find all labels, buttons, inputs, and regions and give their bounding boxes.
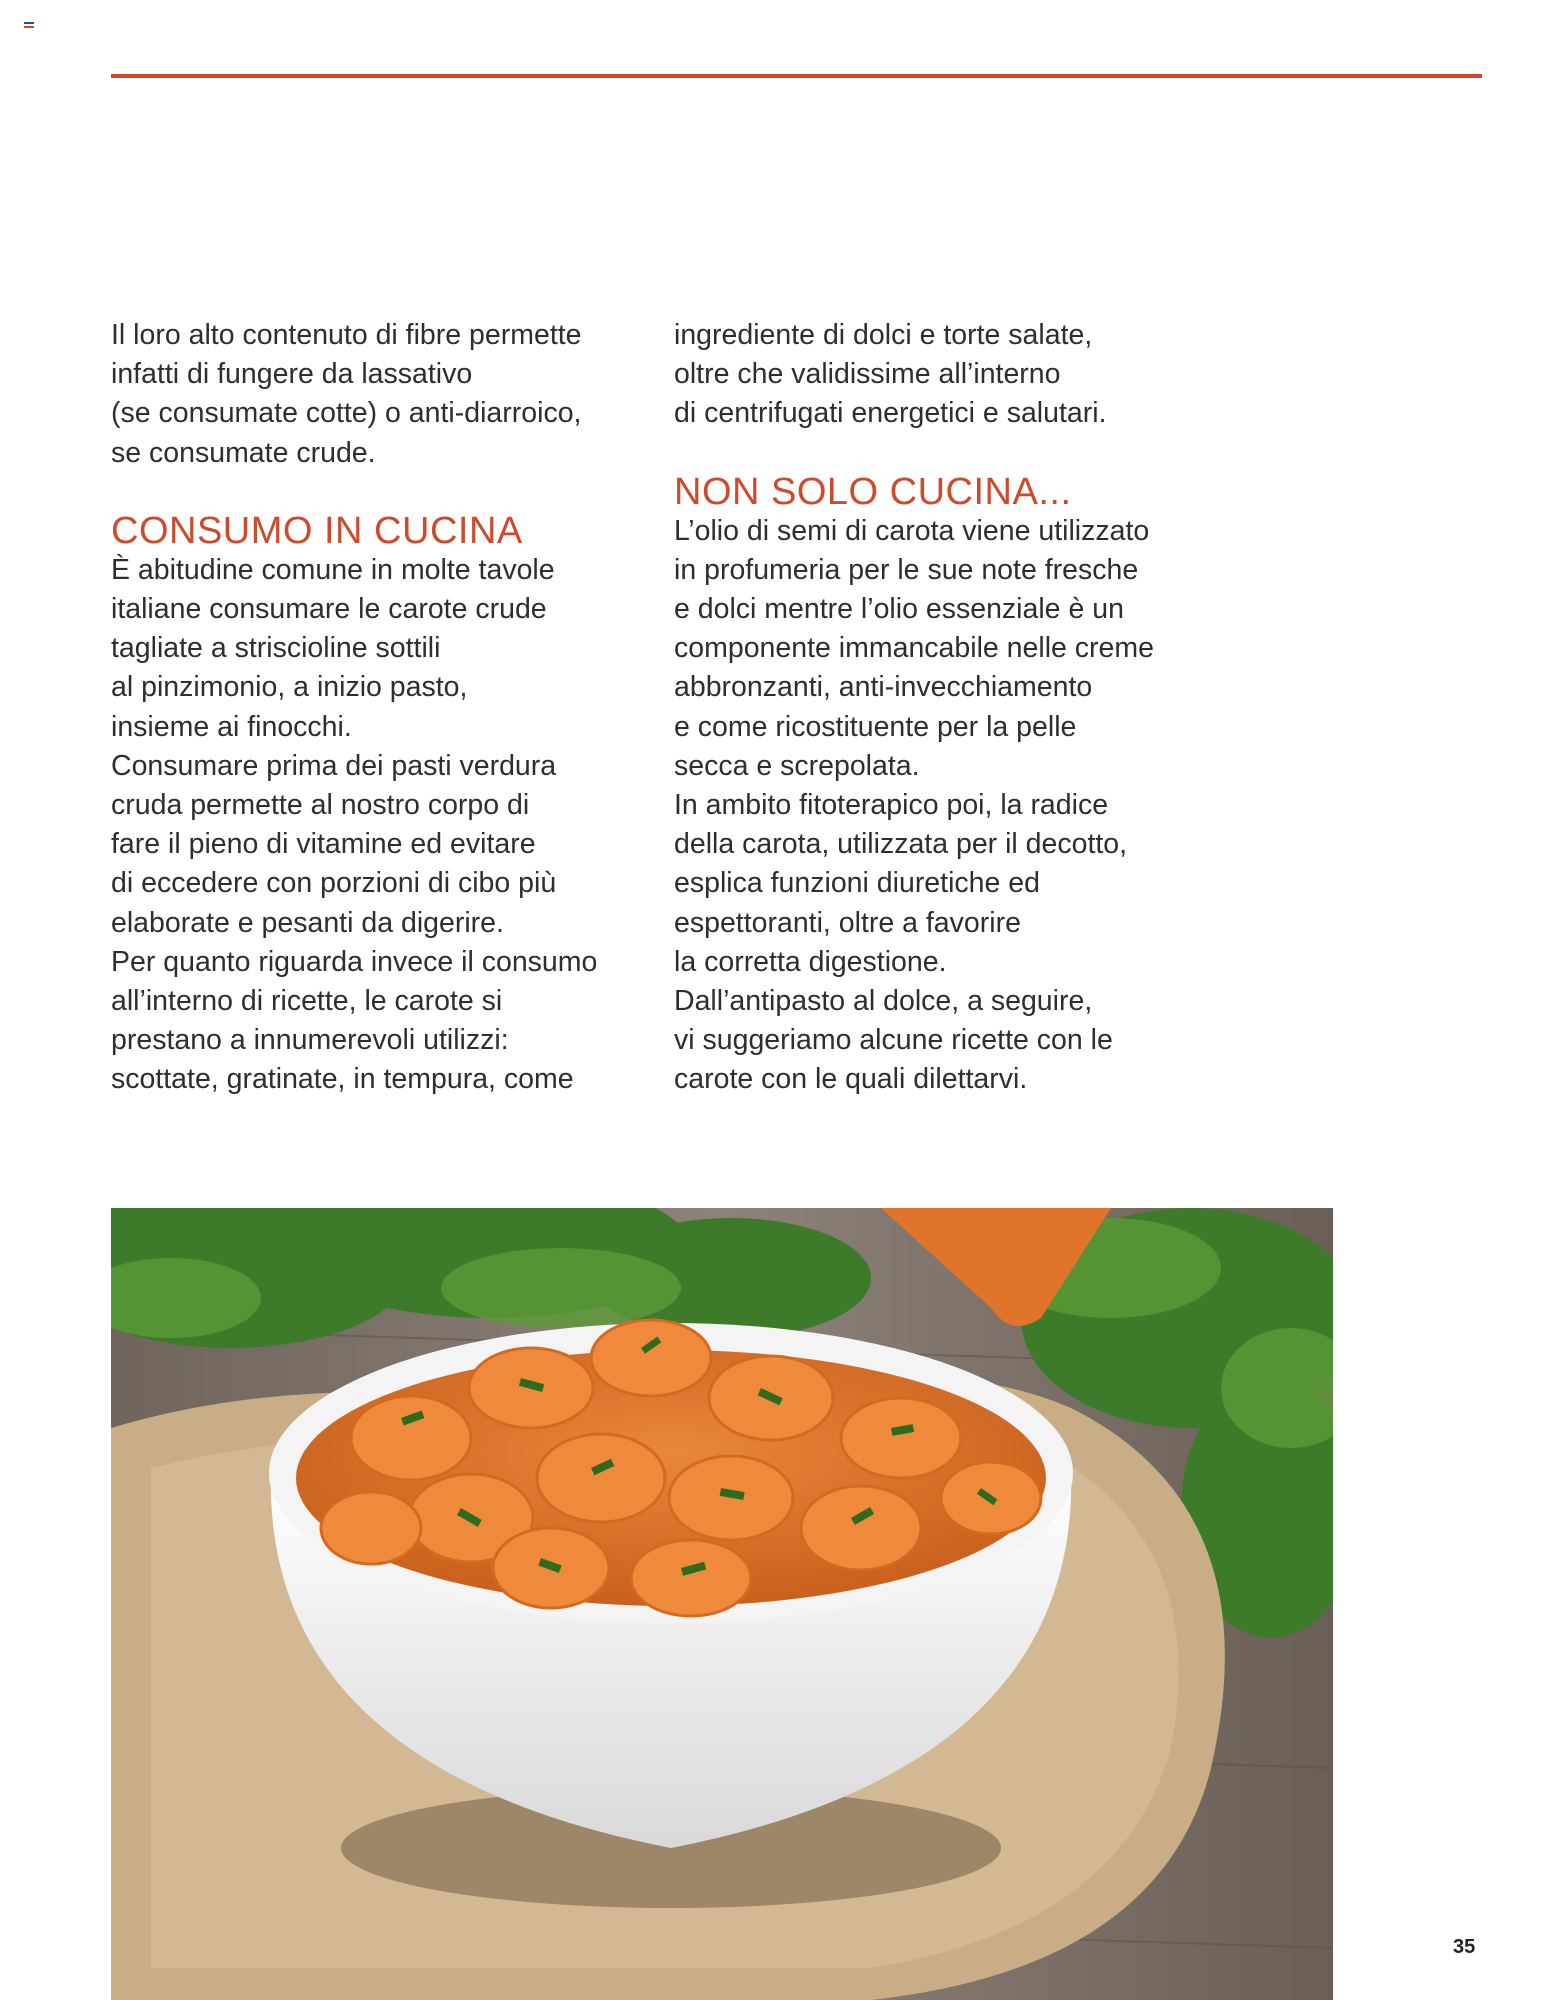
carrot-bowl-photo	[111, 1208, 1333, 2000]
text-line: componente immancabile nelle creme	[674, 632, 1154, 665]
text-line: L’olio di semi di carota viene utilizzato	[674, 514, 1150, 547]
section-heading-non-solo-cucina: NON SOLO CUCINA...	[674, 470, 1072, 513]
page-number: 35	[1453, 1936, 1476, 1958]
text-line: e dolci mentre l’olio essenziale è un	[674, 593, 1124, 626]
right-column	[674, 316, 1214, 1100]
text-line: tagliate a striscioline sottili	[111, 632, 441, 665]
text-line: italiane consumare le carote crude	[111, 593, 547, 626]
text-line: di eccedere con porzioni di cibo più	[111, 867, 557, 900]
text-line: In ambito fitoterapico poi, la radice	[674, 789, 1109, 822]
text-line: al pinzimonio, a inizio pasto,	[111, 671, 468, 704]
text-line: Il loro alto contenuto di fibre permette	[111, 319, 582, 351]
right-body-paragraph	[674, 512, 1214, 1100]
text-line: Per quanto riguarda invece il consumo	[111, 945, 598, 978]
text-line: È abitudine comune in molte tavole	[111, 553, 555, 586]
corner-mark-icon	[24, 22, 34, 30]
text-line: all’interno di ricette, le carote si	[111, 985, 503, 1018]
text-line: oltre che validissime all’interno	[674, 358, 1061, 391]
text-line: della carota, utilizzata per il decotto,	[674, 828, 1128, 861]
text-line: scottate, gratinate, in tempura, come	[111, 1063, 574, 1096]
text-line: la corretta digestione.	[674, 945, 947, 978]
text-line: elaborate e pesanti da digerire.	[111, 906, 504, 939]
left-intro-paragraph	[111, 316, 651, 473]
text-line: prestano a innumerevoli utilizzi:	[111, 1024, 509, 1057]
text-line: se consumate crude.	[111, 436, 376, 469]
text-line: ingrediente di dolci e torte salate,	[674, 319, 1093, 351]
text-line: Consumare prima dei pasti verdura	[111, 749, 557, 782]
left-column	[111, 316, 651, 1100]
text-line: (se consumate cotte) o anti-diarroico,	[111, 397, 582, 430]
text-line: Dall’antipasto al dolce, a seguire,	[674, 985, 1093, 1018]
section-heading-consumo: CONSUMO IN CUCINA	[111, 509, 523, 552]
left-body-paragraph	[111, 551, 651, 1100]
top-rule	[111, 74, 1482, 78]
text-line: in profumeria per le sue note fresche	[674, 553, 1139, 586]
text-line: vi suggeriamo alcune ricette con le	[674, 1024, 1113, 1057]
right-intro-paragraph	[674, 316, 1214, 434]
text-line: carote con le quali dilettarvi.	[674, 1063, 1028, 1096]
text-line: infatti di fungere da lassativo	[111, 358, 473, 391]
text-line: esplica funzioni diuretiche ed	[674, 867, 1040, 900]
text-line: secca e screpolata.	[674, 749, 920, 782]
text-line: di centrifugati energetici e salutari.	[674, 397, 1107, 430]
text-line: espettoranti, oltre a favorire	[674, 906, 1021, 939]
text-line: e come ricostituente per la pelle	[674, 710, 1077, 743]
text-line: cruda permette al nostro corpo di	[111, 789, 530, 822]
text-line: fare il pieno di vitamine ed evitare	[111, 828, 536, 861]
text-line: abbronzanti, anti-invecchiamento	[674, 671, 1093, 704]
text-line: insieme ai finocchi.	[111, 710, 352, 743]
